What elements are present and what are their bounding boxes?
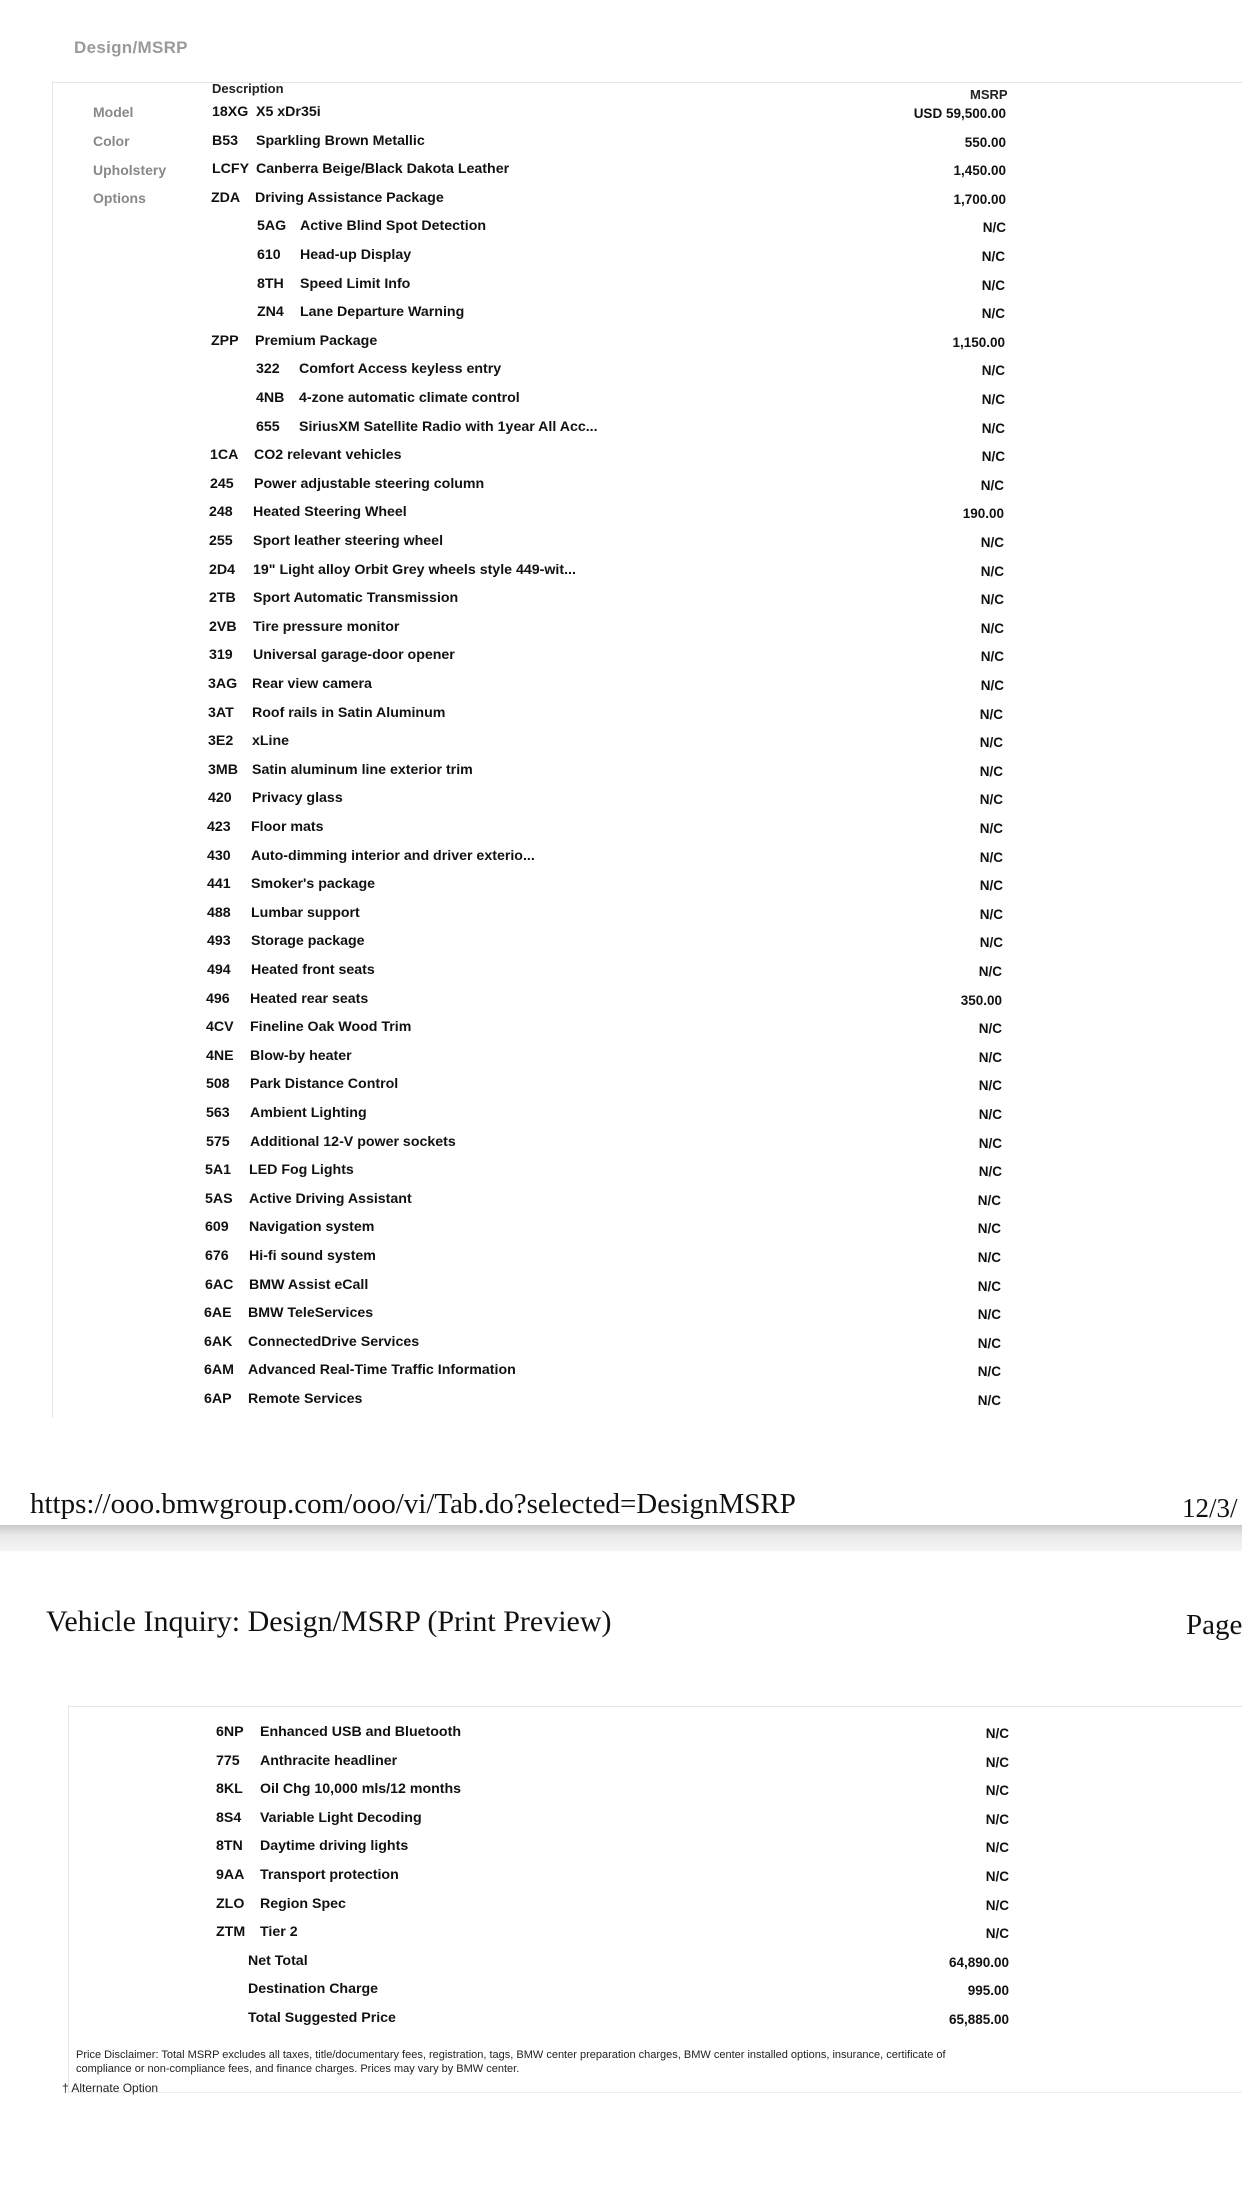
option-msrp: N/C: [981, 306, 1005, 322]
option-code: 6AC: [205, 1276, 234, 1293]
option-msrp: N/C: [977, 1364, 1001, 1380]
option-code: 4NB: [256, 390, 285, 406]
option-code: 609: [205, 1219, 229, 1236]
option-row: [0, 1248, 1242, 1276]
option-code: 322: [256, 361, 280, 378]
option-code: 245: [210, 475, 234, 492]
option-description: Ambient Lighting: [250, 1105, 367, 1121]
option-row: [0, 304, 1242, 332]
option-row: [0, 1724, 1242, 1752]
option-description: X5 xDr35i: [256, 104, 321, 120]
option-code: ZTM: [216, 1924, 246, 1941]
option-code: 441: [207, 876, 231, 893]
option-description: BMW TeleServices: [248, 1305, 374, 1322]
option-code: 6AM: [204, 1362, 234, 1379]
option-code: 6AK: [204, 1333, 233, 1350]
option-code: 2TB: [209, 590, 236, 607]
option-code: 2D4: [209, 561, 236, 578]
total-row: [0, 1953, 1242, 1981]
option-row: [0, 247, 1242, 275]
total-label: Total Suggested Price: [248, 2010, 396, 2026]
option-msrp: N/C: [978, 1049, 1002, 1065]
option-description: ConnectedDrive Services: [248, 1333, 420, 1350]
option-description: Advanced Real-Time Traffic Information: [248, 1362, 516, 1379]
option-code: 6AE: [204, 1305, 232, 1322]
option-msrp: N/C: [980, 649, 1004, 665]
option-row: [0, 1362, 1242, 1390]
option-code: 5A1: [205, 1162, 232, 1179]
option-msrp: N/C: [985, 1926, 1009, 1942]
category-upholstery: Upholstery: [93, 162, 167, 178]
option-msrp: N/C: [978, 1135, 1002, 1151]
option-code: 508: [206, 1076, 230, 1093]
option-description: Active Blind Spot Detection: [300, 218, 487, 235]
option-code: 3AT: [208, 704, 234, 721]
page-separator: [0, 1525, 1242, 1551]
option-row: [0, 276, 1242, 304]
option-msrp: N/C: [981, 249, 1005, 264]
option-code: 494: [207, 962, 231, 978]
option-msrp: N/C: [985, 1726, 1009, 1741]
option-description: Privacy glass: [252, 790, 343, 807]
option-row: [0, 705, 1242, 733]
option-msrp: N/C: [985, 1869, 1009, 1884]
option-description: Lane Departure Warning: [300, 304, 465, 321]
option-row: [0, 161, 1242, 189]
option-row: [0, 1867, 1242, 1895]
option-description: BMW Assist eCall: [249, 1276, 369, 1293]
option-code: 18XG: [212, 104, 249, 120]
option-row: [0, 991, 1242, 1019]
option-msrp: N/C: [981, 420, 1005, 436]
option-row: [0, 590, 1242, 618]
option-msrp: 1,700.00: [953, 191, 1006, 207]
option-msrp: N/C: [977, 1221, 1001, 1237]
option-row: [0, 848, 1242, 876]
total-value: 995.00: [967, 1983, 1009, 1999]
option-code: B53: [212, 132, 239, 149]
option-description: xLine: [252, 733, 290, 750]
option-msrp: N/C: [980, 592, 1004, 608]
option-description: Satin aluminum line exterior trim: [252, 761, 473, 778]
option-code: 5AS: [205, 1190, 233, 1207]
print-page-2: [0, 1551, 1242, 2208]
option-description: Remote Services: [248, 1391, 363, 1407]
option-description: Additional 12-V power sockets: [250, 1133, 456, 1150]
option-row: [0, 790, 1242, 818]
option-code: ZN4: [257, 304, 284, 321]
option-msrp: N/C: [980, 620, 1004, 636]
option-msrp: N/C: [977, 1250, 1001, 1265]
option-code: 775: [216, 1752, 240, 1769]
option-code: 8TH: [257, 275, 284, 292]
option-msrp: N/C: [985, 1811, 1009, 1827]
description-header: Description: [212, 81, 284, 96]
option-row: [0, 647, 1242, 675]
option-description: Variable Light Decoding: [260, 1809, 422, 1826]
option-row: [0, 133, 1242, 161]
option-description: Active Driving Assistant: [249, 1190, 412, 1207]
option-row: [0, 476, 1242, 504]
option-code: 5AG: [257, 218, 287, 235]
option-row: [0, 218, 1242, 246]
option-row: [0, 933, 1242, 961]
option-row: [0, 1134, 1242, 1162]
option-code: 3MB: [208, 761, 238, 778]
option-row: [0, 733, 1242, 761]
option-description: Sparkling Brown Metallic: [256, 132, 425, 149]
option-description: SiriusXM Satellite Radio with 1year All Acc...: [299, 418, 598, 435]
option-row: [0, 1334, 1242, 1362]
print-date: 12/3/: [1182, 1493, 1238, 1523]
option-code: 8KL: [216, 1781, 243, 1798]
option-code: 676: [205, 1248, 229, 1264]
option-code: 319: [209, 647, 233, 664]
option-row: [0, 419, 1242, 447]
option-description: Enhanced USB and Bluetooth: [260, 1724, 461, 1740]
option-description: Sport leather steering wheel: [253, 533, 444, 549]
option-row: [0, 962, 1242, 990]
option-code: 8S4: [216, 1809, 242, 1826]
option-code: ZDA: [211, 189, 241, 206]
option-row: [0, 390, 1242, 418]
option-msrp: 190.00: [962, 506, 1004, 522]
option-msrp: N/C: [981, 392, 1005, 407]
option-row: [0, 1277, 1242, 1305]
option-row: [0, 533, 1242, 561]
option-row: [0, 762, 1242, 790]
option-msrp: N/C: [979, 763, 1003, 779]
category-model: Model: [93, 104, 134, 120]
option-code: 6AP: [204, 1391, 232, 1407]
option-description: LED Fog Lights: [249, 1162, 354, 1179]
option-row: [0, 1048, 1242, 1076]
option-code: 1CA: [210, 447, 239, 464]
option-code: 610: [257, 247, 281, 263]
option-msrp: N/C: [978, 1107, 1002, 1122]
option-msrp: N/C: [978, 1021, 1002, 1037]
section-title: Design/MSRP: [74, 38, 188, 57]
option-code: 563: [206, 1105, 230, 1121]
price-disclaimer: Price Disclaimer: Total MSRP excludes all taxes, title/documentary fees, registration, tags, BMW center preparation charges, BMW center installed options, insurance, certificate of compliance or non-compliance fees, and finance charges. Prices may vary by BMW center.: [76, 2049, 946, 2075]
option-msrp: N/C: [980, 563, 1004, 579]
option-row: [0, 104, 1242, 132]
option-code: 493: [207, 933, 231, 950]
option-msrp: N/C: [979, 878, 1003, 894]
option-code: LCFY: [212, 161, 250, 178]
option-description: Navigation system: [249, 1219, 375, 1236]
option-description: Region Spec: [260, 1895, 346, 1912]
option-description: Anthracite headliner: [260, 1752, 398, 1769]
option-description: Tier 2: [260, 1924, 298, 1941]
page-number-label: Page: [1186, 1609, 1242, 1641]
print-preview-title: Vehicle Inquiry: Design/MSRP (Print Preview): [46, 1605, 612, 1638]
option-row: [0, 190, 1242, 218]
total-value: 64,890.00: [948, 1954, 1009, 1970]
option-row: [0, 1753, 1242, 1781]
option-code: ZLO: [216, 1895, 245, 1912]
option-msrp: N/C: [985, 1897, 1009, 1913]
option-description: Blow-by heater: [250, 1047, 352, 1064]
option-description: Power adjustable steering column: [254, 475, 485, 492]
option-msrp: N/C: [978, 1164, 1002, 1180]
option-row: [0, 447, 1242, 475]
option-msrp: N/C: [980, 535, 1004, 550]
total-row: [0, 1981, 1242, 2009]
option-description: Tire pressure monitor: [253, 618, 400, 635]
option-description: Head-up Display: [300, 247, 412, 263]
option-description: Universal garage-door opener: [253, 647, 455, 664]
option-code: 655: [256, 418, 280, 435]
option-description: Premium Package: [255, 332, 378, 349]
option-msrp: 350.00: [960, 992, 1002, 1008]
option-row: [0, 1105, 1242, 1133]
option-msrp: N/C: [979, 735, 1003, 751]
option-description: Storage package: [251, 933, 365, 950]
option-code: 430: [207, 847, 231, 864]
option-msrp: USD 59,500.00: [913, 106, 1006, 121]
option-description: Oil Chg 10,000 mls/12 months: [260, 1781, 462, 1798]
option-row: [0, 1305, 1242, 1333]
option-code: 496: [206, 990, 230, 1007]
option-code: 6NP: [216, 1724, 244, 1740]
msrp-header: MSRP: [970, 87, 1008, 102]
option-msrp: N/C: [981, 277, 1005, 293]
option-msrp: N/C: [979, 706, 1003, 722]
option-description: Daytime driving lights: [260, 1838, 409, 1855]
option-row: [0, 1391, 1242, 1419]
option-row: [0, 1191, 1242, 1219]
option-msrp: N/C: [978, 1078, 1002, 1094]
option-description: Smoker's package: [251, 876, 376, 893]
option-row: [0, 1924, 1242, 1952]
option-description: Heated front seats: [251, 962, 375, 978]
option-msrp: N/C: [978, 964, 1002, 979]
option-description: Sport Automatic Transmission: [253, 590, 459, 607]
total-label: Destination Charge: [248, 1981, 379, 1998]
option-row: [0, 333, 1242, 361]
option-description: Transport protection: [260, 1867, 399, 1883]
option-row: [0, 562, 1242, 590]
option-description: Heated Steering Wheel: [253, 504, 407, 521]
option-row: [0, 1076, 1242, 1104]
option-description: Driving Assistance Package: [255, 189, 444, 206]
option-msrp: 550.00: [964, 134, 1006, 150]
option-code: 3AG: [208, 676, 238, 692]
option-description: CO2 relevant vehicles: [254, 447, 402, 464]
option-msrp: N/C: [981, 363, 1005, 379]
option-description: Heated rear seats: [250, 990, 369, 1007]
option-description: Speed Limit Info: [300, 275, 411, 292]
option-code: 488: [207, 904, 231, 921]
total-label: Net Total: [248, 1952, 308, 1969]
option-msrp: N/C: [985, 1840, 1009, 1856]
option-description: Auto-dimming interior and driver exterio...: [251, 847, 535, 864]
option-msrp: N/C: [981, 449, 1005, 465]
option-row: [0, 905, 1242, 933]
option-row: [0, 1019, 1242, 1047]
option-row: [0, 361, 1242, 389]
option-description: Hi-fi sound system: [249, 1248, 376, 1264]
option-msrp: 1,150.00: [952, 334, 1005, 350]
option-msrp: N/C: [977, 1307, 1001, 1323]
option-row: [0, 619, 1242, 647]
option-row: [0, 876, 1242, 904]
option-description: Floor mats: [251, 819, 324, 835]
option-msrp: N/C: [979, 849, 1003, 865]
option-row: [0, 1896, 1242, 1924]
option-description: 4-zone automatic climate control: [299, 390, 520, 406]
option-code: 3E2: [208, 733, 234, 750]
option-code: 9AA: [216, 1867, 245, 1883]
option-msrp: N/C: [977, 1393, 1001, 1408]
category-color: Color: [93, 133, 130, 149]
option-msrp: N/C: [982, 220, 1006, 236]
total-value: 65,885.00: [948, 2012, 1009, 2027]
option-msrp: N/C: [977, 1335, 1001, 1351]
option-description: Rear view camera: [252, 676, 372, 692]
option-description: 19" Light alloy Orbit Grey wheels style 449-wit...: [253, 561, 576, 578]
option-code: 2VB: [209, 618, 237, 635]
option-msrp: 1,450.00: [953, 163, 1006, 179]
option-code: 8TN: [216, 1838, 243, 1855]
alternate-option-note: † Alternate Option: [62, 2081, 159, 2095]
option-msrp: N/C: [979, 935, 1003, 951]
option-msrp: N/C: [977, 1192, 1001, 1208]
page-url: https://ooo.bmwgroup.com/ooo/vi/Tab.do?selected=DesignMSRP: [30, 1488, 796, 1520]
option-row: [0, 1810, 1242, 1838]
option-description: Canberra Beige/Black Dakota Leather: [256, 161, 510, 178]
option-description: Comfort Access keyless entry: [299, 361, 502, 378]
option-code: 255: [209, 533, 233, 549]
option-code: 4CV: [206, 1019, 234, 1036]
option-row: [0, 1219, 1242, 1247]
option-row: [0, 1838, 1242, 1866]
option-code: 248: [209, 504, 233, 521]
option-msrp: N/C: [979, 792, 1003, 808]
option-row: [0, 819, 1242, 847]
option-msrp: N/C: [980, 477, 1004, 493]
option-description: Fineline Oak Wood Trim: [250, 1019, 412, 1036]
option-row: [0, 1781, 1242, 1809]
option-msrp: N/C: [985, 1783, 1009, 1799]
option-code: 420: [208, 790, 232, 807]
option-code: 423: [207, 819, 231, 835]
option-description: Lumbar support: [251, 904, 360, 921]
option-msrp: N/C: [979, 906, 1003, 922]
option-msrp: N/C: [985, 1754, 1009, 1770]
option-row: [0, 1162, 1242, 1190]
option-msrp: N/C: [977, 1278, 1001, 1294]
option-code: 575: [206, 1133, 230, 1150]
total-row: [0, 2010, 1242, 2038]
option-code: 4NE: [206, 1047, 234, 1064]
option-code: ZPP: [211, 332, 239, 349]
option-description: Park Distance Control: [250, 1076, 399, 1093]
option-msrp: N/C: [979, 821, 1003, 836]
category-options: Options: [93, 190, 146, 206]
option-description: Roof rails in Satin Aluminum: [252, 704, 446, 721]
option-row: [0, 676, 1242, 704]
option-row: [0, 504, 1242, 532]
option-msrp: N/C: [980, 678, 1004, 693]
